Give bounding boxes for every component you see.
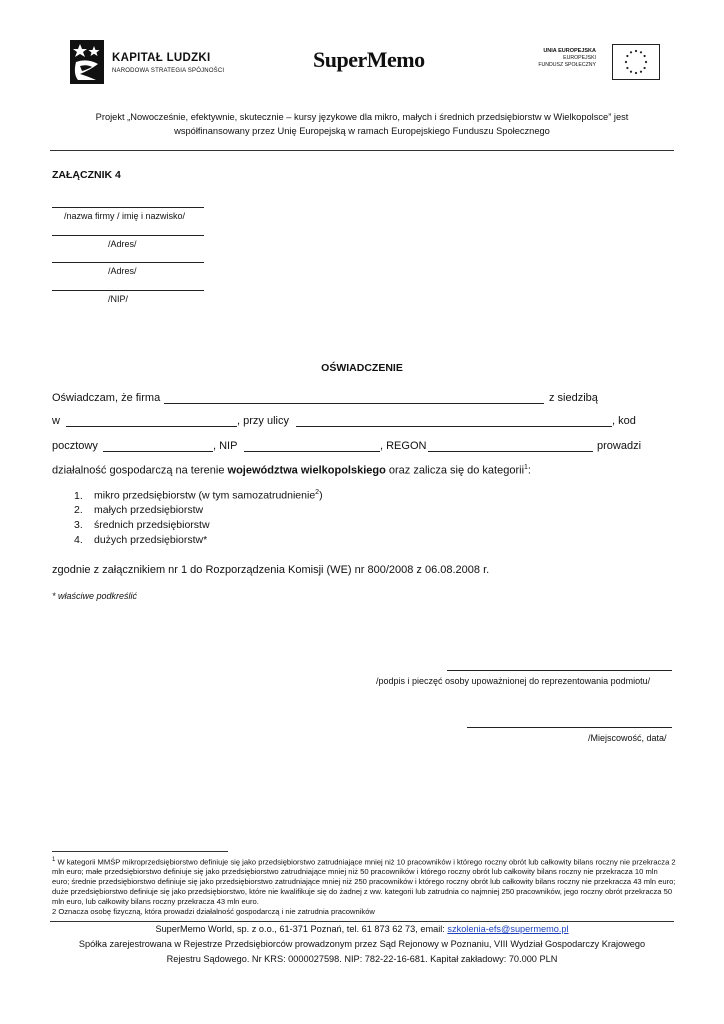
footnote-1-text: W kategorii MMŚP mikroprzedsiębiorstwo definiuje się jako przedsiębiorstwo zatrudniające mniej niż 10 pracowników i którego roczny obrót lub całkowity bilans roczny nie przekracza 2 mln euro; małe przedsiębiorstwo definiuje się jako przedsiębiorstwo zatrudniające mniej niż 50 pracowników i którego roczny obrót lub całkowity bilans roczny nie przekracza 10 mln euro; średnie przedsiębiorstwo definiuje się jako przedsiębiorstwo zatrudniające mniej niż 250 pracowników i którego roczny obrót lub całkowity bilans roczny nie przekracza 43 mln euro; duże przedsiębiorstwo definiuje się jako przedsiębiorstwo, które nie kwalifikuje się do żadnej z ww. kategorii lub zatrudnia co najmniej 250 pracowników, jego roczny obrót przekracza 50 mln euro, lub całkowity bilans roczny przekracza 43 mln euro. xyxy=(52,857,676,907)
declaration-row4-d: : xyxy=(527,464,531,477)
declaration-title: OŚWIADCZENIE xyxy=(321,362,403,374)
declaration-row3-c: , REGON xyxy=(380,440,427,452)
list-item-label: średnich przedsiębiorstw xyxy=(94,519,210,531)
nip-blank[interactable] xyxy=(244,451,380,452)
kapital-ludzki-title: KAPITAŁ LUDZKI xyxy=(112,52,211,64)
declaration-row2-mid: , przy ulicy xyxy=(237,415,289,427)
list-item-number: 2. xyxy=(74,504,83,516)
list-item-after: ) xyxy=(319,489,323,502)
regulation-text: zgodnie z załącznikiem nr 1 do Rozporządzenia Komisji (WE) nr 800/2008 z 06.08.2008 r. xyxy=(52,564,490,576)
footnote-divider xyxy=(52,851,228,852)
nip-caption: /NIP/ xyxy=(108,294,129,304)
company-blank[interactable] xyxy=(164,403,544,404)
address-caption-2: /Adres/ xyxy=(108,266,137,276)
address-line-1[interactable] xyxy=(52,235,204,236)
city-blank[interactable] xyxy=(66,426,237,427)
list-item-label: mikro przedsiębiorstw (w tym samozatrudnienie xyxy=(94,489,316,502)
company-name-line[interactable] xyxy=(52,207,204,208)
eu-flag-icon xyxy=(612,44,660,80)
declaration-row3-d: prowadzi xyxy=(597,440,642,452)
footnote-2: 2 Oznacza osobę fizyczną, która prowadzi działalność gospodarczą i nie zatrudnia pracowników xyxy=(52,907,375,917)
street-blank[interactable] xyxy=(296,426,612,427)
place-date-line[interactable] xyxy=(467,727,672,728)
kapital-ludzki-logo xyxy=(70,40,240,90)
list-item[interactable] xyxy=(74,504,323,519)
company-line-3: Rejestru Sądowego. Nr KRS: 0000027598. NIP: 782-22-16-681. Kapitał zakładowy: 70.000 PLN xyxy=(166,954,558,964)
eu-line-1: UNIA EUROPEJSKA xyxy=(543,48,596,54)
kapital-ludzki-subtitle: NARODOWA STRATEGIA SPÓJNOŚCI xyxy=(112,68,225,74)
company-name-caption: /nazwa firmy / imię i nazwisko/ xyxy=(64,211,186,221)
project-banner xyxy=(50,110,674,138)
footnote-ref-1: 1 xyxy=(524,464,528,471)
regon-blank[interactable] xyxy=(428,451,593,452)
footnote-1-mark: 1 xyxy=(52,857,56,863)
declaration-row4-a: działalność gospodarczą na terenie xyxy=(52,464,225,477)
project-line-1: Projekt „Nowocześnie, efektywnie, skutecznie – kursy językowe dla mikro, małych i średnich przedsiębiorstw w Wielkopolsce” jest xyxy=(95,112,629,122)
list-item[interactable] xyxy=(74,489,323,504)
declaration-row1-end: z siedzibą xyxy=(549,392,598,404)
declaration-row3-b: , NIP xyxy=(213,440,238,452)
declaration-row2-end: , kod xyxy=(612,415,636,427)
supermemo-logo: SuperMemo xyxy=(313,47,425,72)
email-link[interactable]: szkolenia-efs@supermemo.pl xyxy=(447,924,569,934)
signature-line[interactable] xyxy=(447,670,672,671)
address-line-2[interactable] xyxy=(52,262,204,263)
annex-label: ZAŁĄCZNIK 4 xyxy=(52,169,121,181)
category-list xyxy=(74,489,323,549)
declaration-row3-a: pocztowy xyxy=(52,440,98,452)
footnotes xyxy=(52,856,676,917)
list-item-label: małych przedsiębiorstw xyxy=(94,504,204,516)
declaration-row1-start: Oświadczam, że firma xyxy=(52,392,161,404)
region-name: województwa wielkopolskiego xyxy=(227,464,386,477)
eu-line-3: FUNDUSZ SPOŁECZNY xyxy=(538,62,596,68)
declaration-row4-c: oraz zalicza się do kategorii xyxy=(388,464,525,477)
declaration-row4 xyxy=(52,464,531,477)
address-caption-1: /Adres/ xyxy=(108,239,137,249)
eu-logo xyxy=(520,44,660,80)
eu-line-2: EUROPEJSKI xyxy=(563,55,596,61)
company-contact: SuperMemo World, sp. z o.o., 61-371 Poznań, tel. 61 873 62 73, email: xyxy=(155,924,448,934)
list-item[interactable] xyxy=(74,519,323,534)
footnote-ref-2: 2 xyxy=(315,489,320,496)
declaration-row2-start: w xyxy=(52,415,60,427)
project-line-2: współfinansowany przez Unię Europejską w ramach Europejskiego Funduszu Społecznego xyxy=(174,126,550,136)
footnote-1 xyxy=(52,856,676,907)
list-item-label: dużych przedsiębiorstw* xyxy=(94,534,208,546)
signature-caption: /podpis i pieczęć osoby upoważnionej do reprezentowania podmiotu/ xyxy=(376,676,651,686)
place-date-caption: /Miejscowość, data/ xyxy=(588,733,667,743)
company-line-2: Spółka zarejestrowana w Rejestrze Przedsiębiorców prowadzonym przez Sąd Rejonowy w Poznaniu, VIII Wydział Gospodarczy Krajowego xyxy=(78,939,646,949)
company-footer xyxy=(50,922,674,967)
header-divider xyxy=(50,150,674,151)
list-item-number: 4. xyxy=(74,534,83,546)
kapital-ludzki-emblem-icon xyxy=(70,40,104,84)
underline-note: * właściwe podkreślić xyxy=(52,591,138,601)
nip-line[interactable] xyxy=(52,290,204,291)
eu-logo-text xyxy=(538,48,596,69)
list-item[interactable] xyxy=(74,534,323,549)
postal-code-blank[interactable] xyxy=(103,451,213,452)
list-item-number: 3. xyxy=(74,519,83,531)
list-item-number: 1. xyxy=(74,489,83,502)
company-line-1 xyxy=(50,922,674,937)
